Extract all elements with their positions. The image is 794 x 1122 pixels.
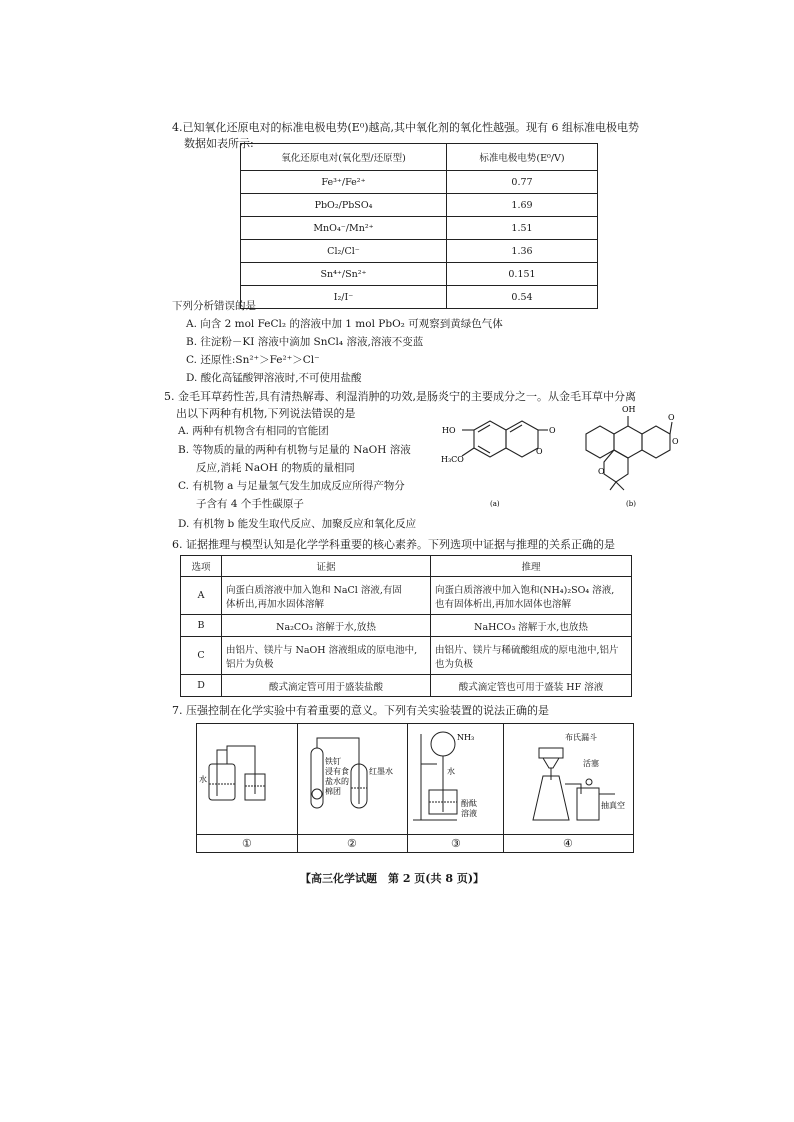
page-footer: 【高三化学试题 第 2 页(共 8 页)】 xyxy=(300,872,485,885)
inference-text: 向蛋白质溶液中加入饱和(NH₄)₂SO₄ 溶液, xyxy=(435,584,615,596)
evidence-text: 由铝片、镁片与 NaOH 溶液组成的原电池中, xyxy=(226,644,418,656)
table-header: 选项 xyxy=(181,556,222,577)
table-header: 推理 xyxy=(431,556,632,577)
nh3-label: NH₃ xyxy=(457,733,475,742)
mol-a-ring-o: O xyxy=(536,447,543,456)
inference-cell xyxy=(431,577,632,615)
vacuum-label: 抽真空 xyxy=(601,801,625,810)
option-letter: B xyxy=(181,615,222,637)
mol-b-ether-o: O xyxy=(598,467,605,476)
caption-3: ③ xyxy=(451,837,461,850)
table-row xyxy=(241,194,598,217)
caption-4: ④ xyxy=(563,837,573,850)
q5-option-c-line2: 子含有 4 个手性碳原子 xyxy=(196,498,304,510)
potential-value: 1.69 xyxy=(447,194,598,217)
mol-b-oh: OH xyxy=(622,405,636,414)
q5-option-c-line1: C. 有机物 a 与足量氢气发生加成反应所得产物分 xyxy=(178,480,405,492)
potential-value: 1.36 xyxy=(447,240,598,263)
redox-pair: Fe³⁺/Fe²⁺ xyxy=(241,171,447,194)
q6-stem: 6. 证据推理与模型认知是化学学科重要的核心素养。下列选项中证据与推理的关系正确的是 xyxy=(172,538,615,551)
table-row xyxy=(241,217,598,240)
water-label: 水 xyxy=(199,775,207,784)
table-header: 证据 xyxy=(222,556,431,577)
apparatus-3-drawing xyxy=(407,724,503,834)
evidence-text: 向蛋白质溶液中加入饱和 NaCl 溶液,有固 xyxy=(226,584,402,596)
redox-pair: PbO₂/PbSO₄ xyxy=(241,194,447,217)
q7-apparatus-panel xyxy=(196,723,634,853)
molecule-b-structure xyxy=(576,400,686,510)
table-header: 氧化还原电对(氧化型/还原型) xyxy=(241,144,447,171)
solution-label: 溶液 xyxy=(461,809,477,818)
phenolphthalein-label: 酚酞 xyxy=(461,799,477,808)
q5-stem-line1: 5. 金毛耳草药性苦,具有清热解毒、利湿消肿的功效,是肠炎宁的主要成分之一。从金毛耳草中分离 xyxy=(164,390,636,403)
table-row xyxy=(181,637,632,675)
table-row xyxy=(181,675,632,697)
inference-text: 由铝片、镁片与稀硫酸组成的原电池中,铝片 xyxy=(435,644,619,656)
red-ink-label: 红墨水 xyxy=(369,767,393,776)
q7-stem: 7. 压强控制在化学实验中有着重要的意义。下列有关实验装置的说法正确的是 xyxy=(172,704,549,717)
mol-a-carbonyl-o: O xyxy=(549,426,556,435)
evidence-text: 铝片为负极 xyxy=(226,658,274,670)
mol-a-ho: HO xyxy=(442,426,456,435)
evidence-cell xyxy=(222,577,431,615)
table-row xyxy=(241,240,598,263)
q5-option-b-line1: B. 等物质的量的两种有机物与足量的 NaOH 溶液 xyxy=(178,444,411,456)
evidence-text: Na₂CO₃ 溶解于水,放热 xyxy=(222,615,431,637)
inference-text: 也为负极 xyxy=(435,658,474,670)
q5-option-a: A. 两种有机物含有相同的官能团 xyxy=(178,425,329,437)
apparatus-captions xyxy=(197,834,633,853)
salt-label: 盐水的 xyxy=(325,777,349,786)
potential-value: 1.51 xyxy=(447,217,598,240)
q5-option-b-line2: 反应,消耗 NaOH 的物质的量相同 xyxy=(196,462,355,474)
mol-b-carbonyl-o: O xyxy=(668,413,675,422)
apparatus-4 xyxy=(503,724,633,852)
option-letter: C xyxy=(181,637,222,675)
redox-pair: Cl₂/Cl⁻ xyxy=(241,240,447,263)
potential-value: 0.77 xyxy=(447,171,598,194)
stopcock-label: 活塞 xyxy=(583,759,599,768)
apparatus-1-drawing xyxy=(197,724,297,834)
inference-text: 酸式滴定管也可用于盛装 HF 溶液 xyxy=(431,675,632,697)
q4-option-c: C. 还原性:Sn²⁺＞Fe²⁺＞Cl⁻ xyxy=(186,354,320,366)
evidence-cell xyxy=(222,637,431,675)
table-row xyxy=(181,615,632,637)
evidence-text: 体析出,再加水固体溶解 xyxy=(226,598,325,610)
potential-value: 0.151 xyxy=(447,263,598,286)
caption-1: ① xyxy=(242,837,252,850)
redox-pair: I₂/I⁻ xyxy=(241,286,447,309)
apparatus-2 xyxy=(297,724,408,852)
inference-text: NaHCO₃ 溶解于水,也放热 xyxy=(431,615,632,637)
evidence-text: 酸式滴定管可用于盛装盐酸 xyxy=(222,675,431,697)
q5-option-d: D. 有机物 b 能发生取代反应、加聚反应和氧化反应 xyxy=(178,518,417,530)
mol-b-lactone-o: O xyxy=(672,437,679,446)
q4-option-a: A. 向含 2 mol FeCl₂ 的溶液中加 1 mol PbO₂ 可观察到黄绿色气体 xyxy=(186,318,503,330)
wet-label: 浸有食 xyxy=(325,767,349,776)
mol-a-h3co: H₃CO xyxy=(441,455,464,464)
buchner-funnel-label: 布氏漏斗 xyxy=(565,733,597,742)
q6-table xyxy=(180,555,632,697)
apparatus-3 xyxy=(407,724,504,852)
table-row xyxy=(241,171,598,194)
molecule-a-structure xyxy=(438,408,568,508)
q4-option-d: D. 酸化高锰酸钾溶液时,不可使用盐酸 xyxy=(186,372,362,384)
q5-stem-line2: 出以下两种有机物,下列说法错误的是 xyxy=(176,407,356,420)
table-row xyxy=(241,263,598,286)
q4-stem-line2: 数据如表所示: xyxy=(184,137,254,150)
mol-a-label: (a) xyxy=(490,500,500,508)
q4-potential-table xyxy=(240,143,598,309)
caption-2: ② xyxy=(347,837,357,850)
option-letter: A xyxy=(181,577,222,615)
q4-stem-line1: 4.已知氧化还原电对的标准电极电势(E⁰)越高,其中氧化剂的氧化性越强。现有 6 组标准电极电势 xyxy=(172,121,640,134)
redox-pair: MnO₄⁻/Mn²⁺ xyxy=(241,217,447,240)
mol-b-label: (b) xyxy=(626,500,636,508)
table-row xyxy=(241,286,598,309)
table-header: 标准电极电势(E⁰/V) xyxy=(447,144,598,171)
apparatus-4-drawing xyxy=(503,724,633,834)
iron-nail-label: 铁钉 xyxy=(325,757,341,766)
apparatus-2-drawing xyxy=(297,724,407,834)
q4-prompt: 下列分析错误的是 xyxy=(172,300,256,312)
inference-text: 也有固体析出,再加水固体也溶解 xyxy=(435,598,572,610)
table-row xyxy=(181,577,632,615)
redox-pair: Sn⁴⁺/Sn²⁺ xyxy=(241,263,447,286)
water-label: 水 xyxy=(447,767,455,776)
inference-cell xyxy=(431,637,632,675)
cotton-label: 棉团 xyxy=(325,787,341,796)
q4-option-b: B. 往淀粉－KI 溶液中滴加 SnCl₄ 溶液,溶液不变蓝 xyxy=(186,336,424,348)
potential-value: 0.54 xyxy=(447,286,598,309)
option-letter: D xyxy=(181,675,222,697)
apparatus-1 xyxy=(197,724,298,852)
